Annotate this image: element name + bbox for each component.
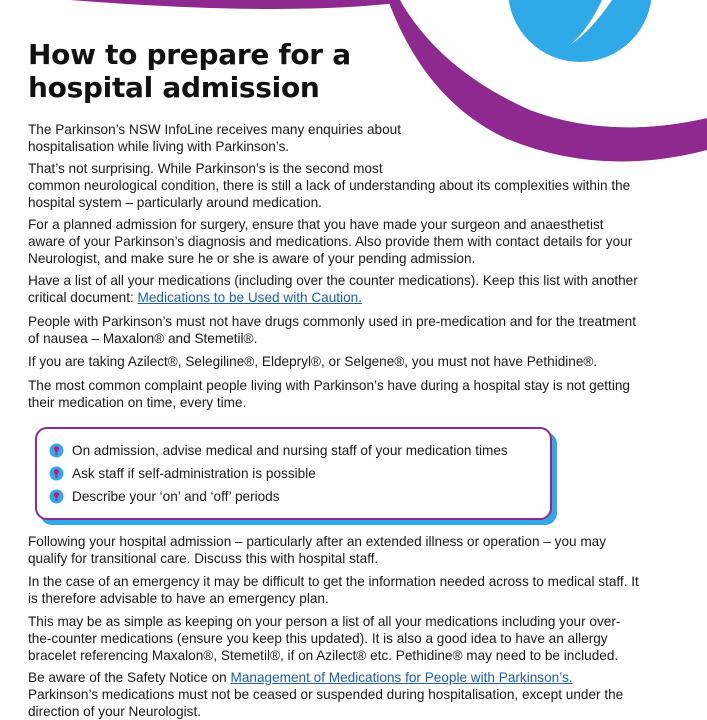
- paragraph-common-complaint: [28, 377, 630, 411]
- text-line: [28, 289, 638, 306]
- text-line: qualify for transitional care. Discuss this with hospital staff.: [28, 551, 379, 566]
- text-line: is therefore advisable to have an emergency plan.: [28, 591, 329, 606]
- tip-text: Describe your ‘on’ and ‘off’ periods: [72, 489, 280, 504]
- text-line: The Parkinson’s NSW InfoLine receives many enquiries about: [28, 122, 402, 137]
- paragraph-infoline: [28, 121, 401, 155]
- list-item: [49, 462, 550, 485]
- lightbulb-icon: [49, 443, 64, 459]
- text-line: In the case of an emergency it may be difficult to get the information needed across to medical staff. It: [28, 574, 639, 589]
- text-line: their medication on time, every time.: [28, 395, 247, 410]
- text-fragment: Be aware of the Safety Notice on: [28, 670, 231, 685]
- text-line: Parkinson’s medications must not be ceased or suspended during hospitalisation, except under the: [28, 687, 624, 702]
- management-medications-link[interactable]: Management of Medications for People with Parkinson’s.: [230, 670, 573, 685]
- paragraph-emergency: [28, 573, 639, 607]
- text-line: Following your hospital admission – particularly after an extended illness or operation – you may: [28, 534, 607, 549]
- tip-text: Ask staff if self-administration is possible: [72, 466, 316, 481]
- tips-callout-box: [35, 427, 552, 520]
- paragraph-safety-notice: [28, 669, 623, 720]
- text-line: the-counter medications (ensure you keep this updated). It is also a good idea to have an allergy: [28, 631, 608, 646]
- paragraph-emergency-plan: [28, 613, 620, 664]
- paragraph-transitional-care: [28, 533, 606, 567]
- text-line: This may be as simple as keeping on your person a list of all your medications including your over-: [28, 614, 621, 629]
- tip-text: On admission, advise medical and nursing staff of your medication times: [72, 443, 508, 458]
- text-line: direction of your Neurologist.: [28, 704, 202, 719]
- text-fragment: critical document:: [28, 290, 138, 305]
- text-line: Have a list of all your medications (including over the counter medications). Keep this list with another: [28, 273, 638, 288]
- text-line: hospital system – particularly around medication.: [28, 195, 322, 210]
- paragraph-azilect: [28, 353, 597, 370]
- paragraph-planned-admission: [28, 216, 632, 267]
- text-line: hospitalisation while living with Parkinson’s.: [28, 139, 290, 154]
- text-line: The most common complaint people living with Parkinson’s have during a hospital stay is not getting: [28, 378, 630, 393]
- paragraph-premedication: [28, 313, 636, 347]
- text-line: bracelet referencing Maxalon®, Stemetil®, if on Azilect® etc. Pethidine® may need to be included.: [28, 648, 619, 663]
- text-line: [28, 669, 623, 686]
- medications-caution-link[interactable]: Medications to be Used with Caution.: [137, 290, 362, 305]
- paragraph-not-surprising: [28, 160, 630, 211]
- cyan-circle: [508, 0, 652, 62]
- text-line: aware of your Parkinson’s diagnosis and medications. Also provide them with contact details for your: [28, 234, 633, 249]
- purple-swoosh-top: [70, 0, 420, 9]
- text-line: If you are taking Azilect®, Selegiline®, Eldepryl®, or Selgene®, you must not have Pethidine®.: [28, 354, 598, 369]
- title-line-1: How to prepare for a: [28, 38, 351, 71]
- text-line: That’s not surprising. While Parkinson’s is the second most: [28, 161, 383, 176]
- tips-list: [37, 429, 550, 508]
- lightbulb-icon: [49, 466, 64, 482]
- title-line-2: hospital admission: [28, 71, 320, 104]
- lightbulb-icon: [49, 489, 64, 505]
- text-line: of nausea – Maxalon® and Stemetil®.: [28, 331, 258, 346]
- text-line: common neurological condition, there is still a lack of understanding about its complexities within the: [28, 178, 631, 193]
- text-line: Neurologist, and make sure he or she is aware of your pending admission.: [28, 251, 476, 266]
- text-line: People with Parkinson’s must not have drugs commonly used in pre-medication and for the treatment: [28, 314, 637, 329]
- list-item: [49, 439, 550, 462]
- list-item: [49, 485, 550, 508]
- text-line: For a planned admission for surgery, ensure that you have made your surgeon and anaesthetist: [28, 217, 604, 232]
- paragraph-medication-list: [28, 272, 638, 306]
- page-title: [28, 38, 351, 104]
